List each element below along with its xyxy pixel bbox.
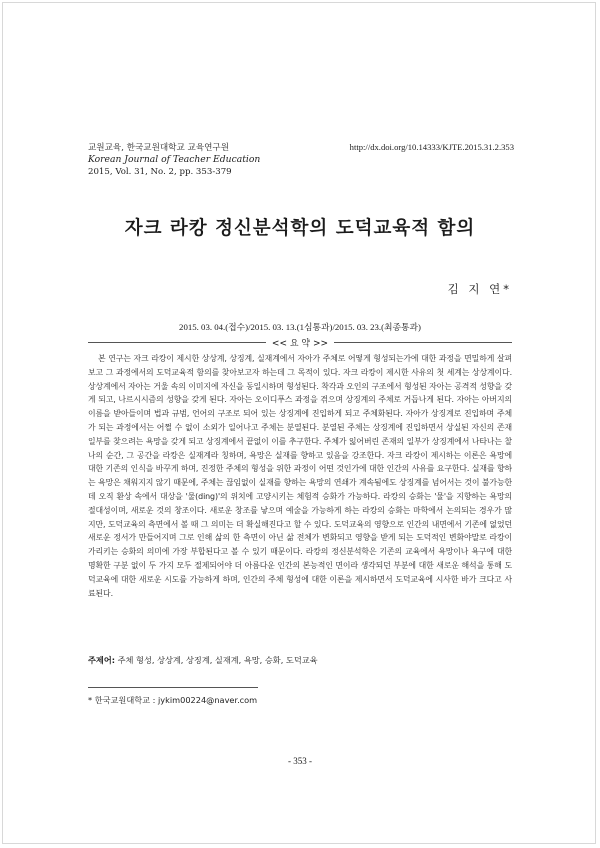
paper-title: 자크 라캉 정신분석학의 도덕교육적 함의 [124, 218, 476, 239]
keywords-label: 주제어: [88, 655, 116, 665]
page-number: - 353 - [288, 756, 312, 766]
footnote-divider [88, 687, 258, 688]
journal-name: Korean Journal of Teacher Education [88, 154, 261, 165]
abstract-heading [88, 336, 512, 348]
abstract-heading-label: << 요 약 >> [271, 339, 329, 349]
doi-link[interactable]: http://dx.doi.org/10.14333/KJTE.2015.31.2.353 [349, 142, 514, 152]
heading-rule-right [334, 342, 512, 343]
keywords [88, 655, 512, 666]
heading-rule-left [88, 342, 266, 343]
abstract-body: 본 연구는 자크 라캉이 제시한 상상계, 상징계, 실재계에서 자아가 주체로 어떻게 형성되는가에 대한 과정을 면밀하게 살펴보고 그 과정에서의 도덕교육적 함의를 찾아보고자 하는데 그 목적이 있다. 자크 라캉이 제시한 사유의 첫 세계는 상상계이다. 상상계에서 자아는 거울 속의 이미지에 자신을 동일시하며 형성된다. 착각과 오인의 구조에서 형성된 자아는 공격적 성향을 갖게 되고, 나르시시즘의 성향을 갖게 된다. 자아는 오이디푸스 과정을 겪으며 상징계의 주체로 거듭나게 된다. 자아는 아버지의 이름을 받아들이며 법과 규범, 언어의 구조로 되어 있는 상징계에 진입하게 되고 주체화된다. 자아가 상징계로 진입하며 주체가 되는 과정에서는 어쩔 수 없이 소외가 일어나고 주체는 분열된다. 분열된 주체는 상징계에 진입하면서 상실된 자신의 존재 일부를 찾으려는 욕망을 갖게 되고 상징계에서 끝없이 이를 추구한다. 주체가 잃어버린 존재의 일부가 상징계에서 나타나는 찰나의 순간, 그 공간을 라캉은 실재계라 칭하며, 욕망은 실재를 향하고 있음을 강조한다. 자크 라캉이 제시하는 이론은 욕망에 대한 기존의 인식을 바꾸게 하며, 진정한 주체의 형성을 위한 과정이 어떤 것인가에 대한 인간의 사유를 요구한다. 실재를 향하는 욕망은 채워지지 않기 때문에, 주체는 끊임없이 실재를 향하는 욕망의 연쇄가 계속됨에도 상징계를 넘어서는 것이 불가능한데 오직 환상 속에서 대상을 '물(ding)'의 위치에 고양시키는 체험적 승화가 가능하다. 라캉의 승화는 '물'을 지향하는 욕망의 절대성이며, 새로운 것의 창조이다. 새로운 창조를 낳으며 예술을 가능하게 하는 라캉의 승화는 마학에서 논의되는 경우가 많지만, 도덕교육의 측면에서 볼 때 그 의미는 더 확실해진다고 할 수 있다. 도덕교육의 영향으로 인간의 내면에서 기존에 없었던 새로운 정서가 만들어지며 그로 인해 삶의 한 측면이 아닌 삶 전체가 변화되고 영향을 받게 되는 도덕적인 변화야말로 라캉이 가리키는 승화의 의미에 가장 부합된다고 볼 수 있기 때문이다. 라캉의 정신분석학은 기존의 교육에서 욕망이나 욕구에 대한 명확한 구분 없이 두 가지 모두 절제되어야 더 아름다운 인간의 본능적인 면이라 생각되던 부분에 대한 새로운 해석을 통해 도덕교육에 대한 새로운 시도를 가능하게 하며, 인간의 주체 형성에 대한 이론을 제시하면서 도덕교육에 시사한 바가 크다고 사료된다. [88, 354, 512, 598]
keywords-terms: 주체 형성, 상상계, 상징계, 실재계, 욕망, 승화, 도덕교육 [117, 655, 318, 665]
author-name: 김 지 연* [447, 282, 512, 296]
author-footnote: * 한국교원대학교 : jykim00224@naver.com [88, 695, 258, 705]
volume-line: 2015, Vol. 31, No. 2, pp. 353-379 [88, 167, 232, 177]
review-dates: 2015. 03. 04.(접수)/2015. 03. 13.(1심통과)/2015. 03. 23.(최종통과) [179, 322, 421, 332]
publisher-line: 교원교육, 한국교원대학교 교육연구원 [88, 143, 230, 153]
